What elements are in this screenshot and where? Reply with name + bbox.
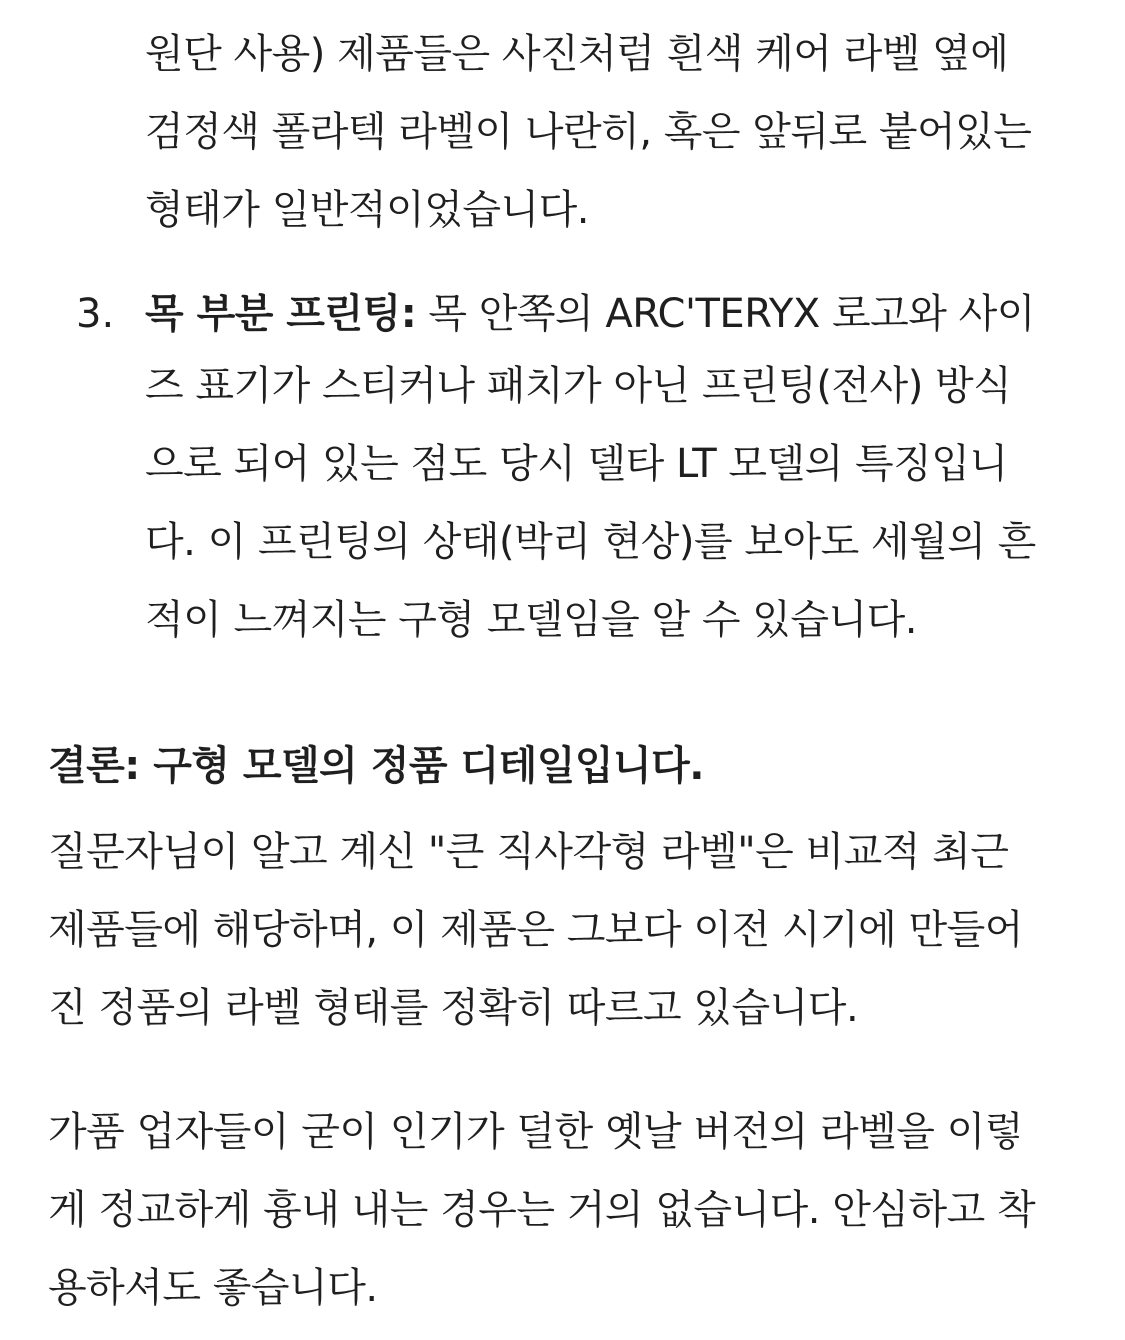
item3-line-3: 으로 되어 있는 점도 당시 델타 LT 모델의 특징입니 bbox=[145, 441, 1008, 487]
paragraph1-line-3: 진 정품의 라벨 형태를 정확히 따르고 있습니다. bbox=[48, 985, 859, 1031]
paragraph2-line-1: 가품 업자들이 굳이 인기가 덜한 옛날 버전의 라벨을 이렇 bbox=[48, 1109, 1023, 1155]
paragraph1-line-2: 제품들에 해당하며, 이 제품은 그보다 이전 시기에 만들어 bbox=[48, 907, 1023, 953]
item3-line-1 bbox=[145, 288, 1035, 340]
item3-line-1-rest: 목 안쪽의 ARC'TERYX 로고와 사이 bbox=[416, 291, 1035, 337]
list-item-number: 3. bbox=[76, 291, 115, 337]
paragraph2-line-3: 용하셔도 좋습니다. bbox=[48, 1265, 378, 1311]
paragraph2-line-2: 게 정교하게 흉내 내는 경우는 거의 없습니다. 안심하고 착 bbox=[48, 1187, 1036, 1233]
item2-line-2: 검정색 폴라텍 라벨이 나란히, 혹은 앞뒤로 붙어있는 bbox=[145, 109, 1032, 155]
item3-line-4: 다. 이 프린팅의 상태(박리 현상)를 보아도 세월의 흔 bbox=[145, 519, 1036, 565]
item2-line-1: 원단 사용) 제품들은 사진처럼 흰색 케어 라벨 옆에 bbox=[145, 31, 1009, 77]
item2-line-3: 형태가 일반적이었습니다. bbox=[145, 187, 589, 233]
paragraph1-line-1: 질문자님이 알고 계신 "큰 직사각형 라벨"은 비교적 최근 bbox=[48, 829, 1009, 875]
item3-line-5: 적이 느껴지는 구형 모델임을 알 수 있습니다. bbox=[145, 597, 918, 643]
conclusion-heading: 결론: 구형 모델의 정품 디테일입니다. bbox=[48, 743, 704, 789]
item3-title: 목 부분 프린팅: bbox=[145, 291, 417, 337]
item3-line-2: 즈 표기가 스티커나 패치가 아닌 프린팅(전사) 방식 bbox=[145, 363, 1012, 409]
